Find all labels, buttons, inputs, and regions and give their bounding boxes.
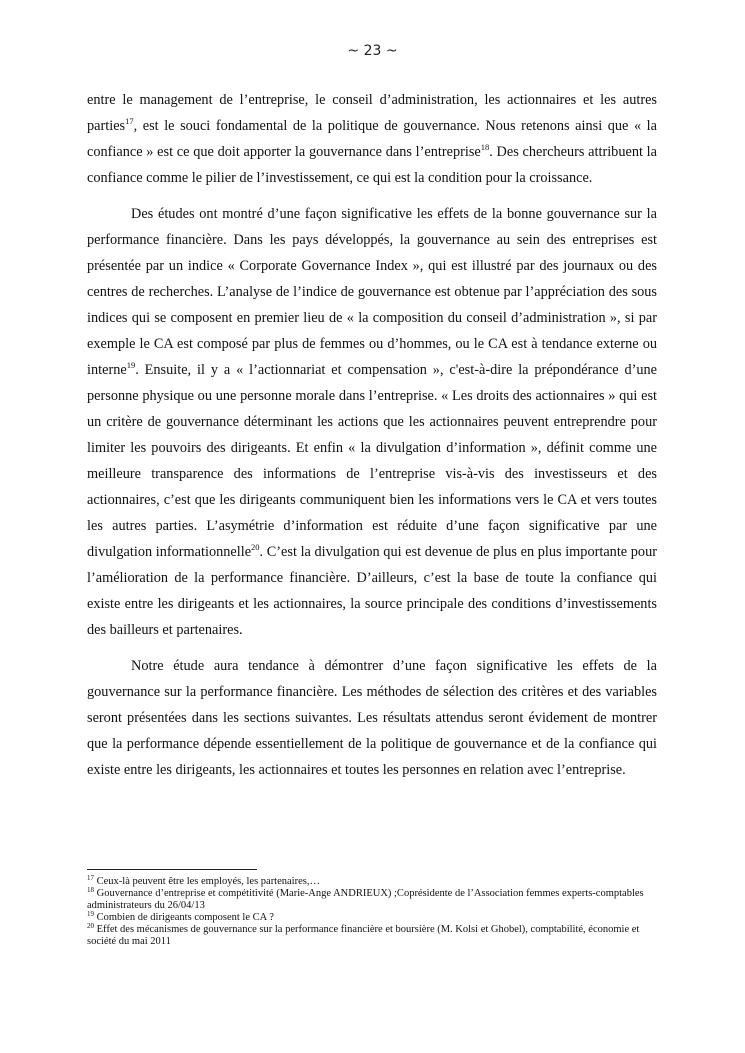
paragraph [87,87,657,191]
paragraph-text: . Des chercheurs attribuent la confiance comme le pilier de l’investissement, ce qui est la condition pour la croissance. [87,144,657,186]
footnote-text: Combien de dirigeants composent le CA ? [94,912,274,923]
paragraph-text: Des études ont montré d’une façon significative les effets de la bonne gouvernance sur la performance financière. Dans les pays développés, la gouvernance au sein des entreprises est présentée par un indice « Corporate Governance Index », qui est illustré par des journaux ou des centres de recherches. L’analyse de l’indice de gouvernance est obtenue par l’appréciation des sous indices qui se composent en premier lieu de « la composition du conseil d’administration », si par exemple le CA est composé par plus de femmes ou d’hommes, ou le CA est à tendance externe ou interne [87,206,657,378]
page-number: ~ 23 ~ [347,43,398,59]
footnote-text: Effet des mécanismes de gouvernance sur la performance financière et boursière (M. Kolsi et Ghobel), comptabilité, économie et société du mai 2011 [87,924,640,947]
footnote-number: 17 [87,874,94,882]
footnote-reference[interactable]: 17 [125,116,134,126]
paragraph-text: entre le management de l’entreprise, le conseil d’administration, les actionnaires et les autres parties [87,92,657,134]
footnote-number: 20 [87,922,94,930]
footnote [87,888,657,912]
footnote-text: Ceux-là peuvent être les employés, les partenaires,… [94,876,320,887]
paragraph [87,201,657,643]
paragraph-text: Notre étude aura tendance à démontrer d’une façon significative les effets de la gouvernance sur la performance financière. Les méthodes de sélection des critères et des variables seront présentées dans les sections suivantes. Les résultats attendus seront évidement de montrer que la performance dépende essentiellement de la politique de gouvernance et de la confiance qui existe entre les dirigeants, les actionnaires et toutes les personnes en relation avec l’entreprise. [87,658,657,778]
footnote [87,912,657,924]
paragraph-text: . C’est la divulgation qui est devenue de plus en plus importante pour l’amélioration de la performance financière. D’ailleurs, c’est la base de toute la confiance qui existe entre les dirigeants et les actionnaires, la source principale des conditions d’investissements des bailleurs et partenaires. [87,544,657,638]
footnote-reference[interactable]: 18 [480,142,490,152]
footnote-number: 18 [87,886,94,894]
footnotes [87,876,657,948]
footnote-reference[interactable]: 20 [251,542,260,552]
paragraph [87,653,657,783]
footnote-number: 19 [87,910,94,918]
footnote-text: Gouvernance d’entreprise et compétitivité (Marie-Ange ANDRIEUX) ;Coprésidente de l’Association femmes experts-comptables administrateurs du 26/04/13 [87,888,644,911]
footnote-reference[interactable]: 19 [126,360,136,370]
body-text [87,87,657,793]
footnote [87,876,657,888]
footnote-separator [87,869,257,870]
footnote [87,924,657,948]
paragraph-text: , est le souci fondamental de la politique de gouvernance. Nous retenons ainsi que « la confiance » est ce que doit apporter la gouvernance dans l’entreprise [87,118,657,160]
paragraph-text: . Ensuite, il y a « l’actionnariat et compensation », c'est-à-dire la prépondérance d’une personne physique ou une personne morale dans l’entreprise. « Les droits des actionnaires » qui est un critère de gouvernance déterminant les actions que les actionnaires peuvent entreprendre pour limiter les pouvoirs des dirigeants. Et enfin « la divulgation d’information », définit comme une meilleure transparence des informations de l’entreprise vis-à-vis des investisseurs et des actionnaires, c’est que les dirigeants communiquent bien les informations vers le CA et vers toutes les autres parties. L’asymétrie d’information est réduite d’une façon significative par une divulgation informationnelle [87,362,657,560]
